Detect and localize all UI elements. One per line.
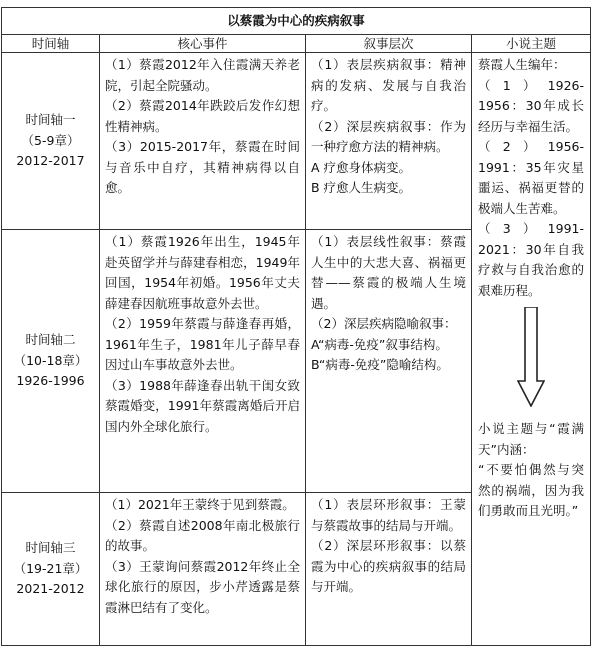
table-row [2,53,591,230]
theme-item: （1）1926-1956：30年成长经历与幸福生活。 [478,77,585,134]
narrative-layers-cell [306,493,472,646]
event-item: （1）蔡霞2012年入住霞满天养老院，引起全院骚动。 [105,57,300,93]
theme-item: （3）1991-2021：30年自我疗救与自我治愈的艰难历程。 [478,221,585,298]
layer-item: A 疗愈身体病变。 [311,159,412,175]
event-item: （2）蔡霞自述2008年南北极旅行的故事。 [105,517,300,553]
header-novel-theme: 小说主题 [472,35,591,53]
header-row [2,35,591,53]
theme-block [478,55,584,301]
event-item: （1）2021年王蒙终于见到蔡霞。 [105,497,295,512]
header-core-events: 核心事件 [100,35,306,53]
layer-item: （1）表层疾病叙事：精神病的发病、发展与自我治疗。 [311,57,466,113]
narrative-layers-cell [306,53,472,230]
layer-item: B“病毒-免疫”隐喻结构。 [311,357,449,372]
time-axis-cell [2,230,100,493]
down-arrow-graphic [517,307,545,407]
core-events-cell [100,53,306,230]
connotation-label: 小说主题与“霞满天”内涵： [478,421,585,457]
time-axis-label: 时间轴三 [25,540,76,556]
event-item: （2）1959年蔡霞与薛逢春再婚，1961年生子，1981年儿子薛早春因过山车事故意外去世。 [105,316,300,372]
time-axis-chapters: （5-9章） [21,132,80,148]
core-events-cell [100,493,306,646]
connotation-quote: “不要怕偶然与突然的祸端，因为我们勇敢而且光明。” [478,462,585,518]
event-item: （2）蔡霞2014年跌跤后发作幻想性精神病。 [105,98,300,134]
time-axis-cell [2,53,100,230]
event-item: （3）2015-2017年，蔡霞在时间与音乐中自疗，其精神病得以自愈。 [105,139,300,195]
layer-item: B 疗愈人生病变。 [311,180,412,195]
down-arrow-icon [478,307,584,407]
event-item: （3）王蒙询问蔡霞2012年终止全球化旅行的原因，步小芹透露是蔡霞淋巴结有了变化。 [105,558,300,615]
header-narrative-layers: 叙事层次 [306,35,472,53]
layer-item: （2）深层环形叙事：以蔡霞为中心的疾病叙事的结局与开端。 [311,538,466,594]
layer-item: （1）表层线性叙事：蔡霞人生中的大悲大喜、祸福更替——蔡霞的极端人生境遇。 [311,234,466,311]
title-row [2,8,591,35]
event-item: （1）蔡霞1926年出生，1945年赴英留学并与薛建春相恋，1949年回国，1954年初婚。1956年丈夫薛建春因航班事故意外去世。 [105,234,300,311]
header-time-axis: 时间轴 [2,35,100,53]
layer-item: （1）表层环形叙事：王蒙与蔡霞故事的结局与开端。 [311,497,466,533]
theme-item: （2）1956-1991：35年灾星噩运、祸福更替的极端人生苦难。 [478,139,585,216]
narrative-table [1,7,591,646]
theme-intro: 蔡霞人生编年： [478,57,566,72]
time-axis-label: 时间轴一 [25,112,76,128]
theme-connotation [478,419,584,522]
time-axis-years: 1926-1996 [16,373,85,389]
table-title: 以蔡霞为中心的疾病叙事 [2,8,591,35]
layer-item: （2）深层疾病隐喻叙事： [311,316,457,331]
time-axis-years: 2021-2012 [16,581,85,597]
narrative-layers-cell [306,230,472,493]
layer-item: A“病毒-免疫”叙事结构。 [311,336,448,352]
time-axis-cell [2,493,100,646]
novel-theme-cell [472,53,591,646]
time-axis-label: 时间轴二 [25,332,76,348]
time-axis-years: 2012-2017 [16,153,85,169]
event-item: （3）1988年薛逢春出轨干闺女致蔡霞婚变，1991年蔡霞离婚后开启国内外全球化旅行。 [105,377,300,434]
core-events-cell [100,230,306,493]
layer-item: （2）深层疾病叙事：作为一种疗愈方法的精神病。 [311,118,466,154]
time-axis-chapters: （19-21章） [13,560,88,576]
time-axis-chapters: （10-18章） [13,352,88,368]
